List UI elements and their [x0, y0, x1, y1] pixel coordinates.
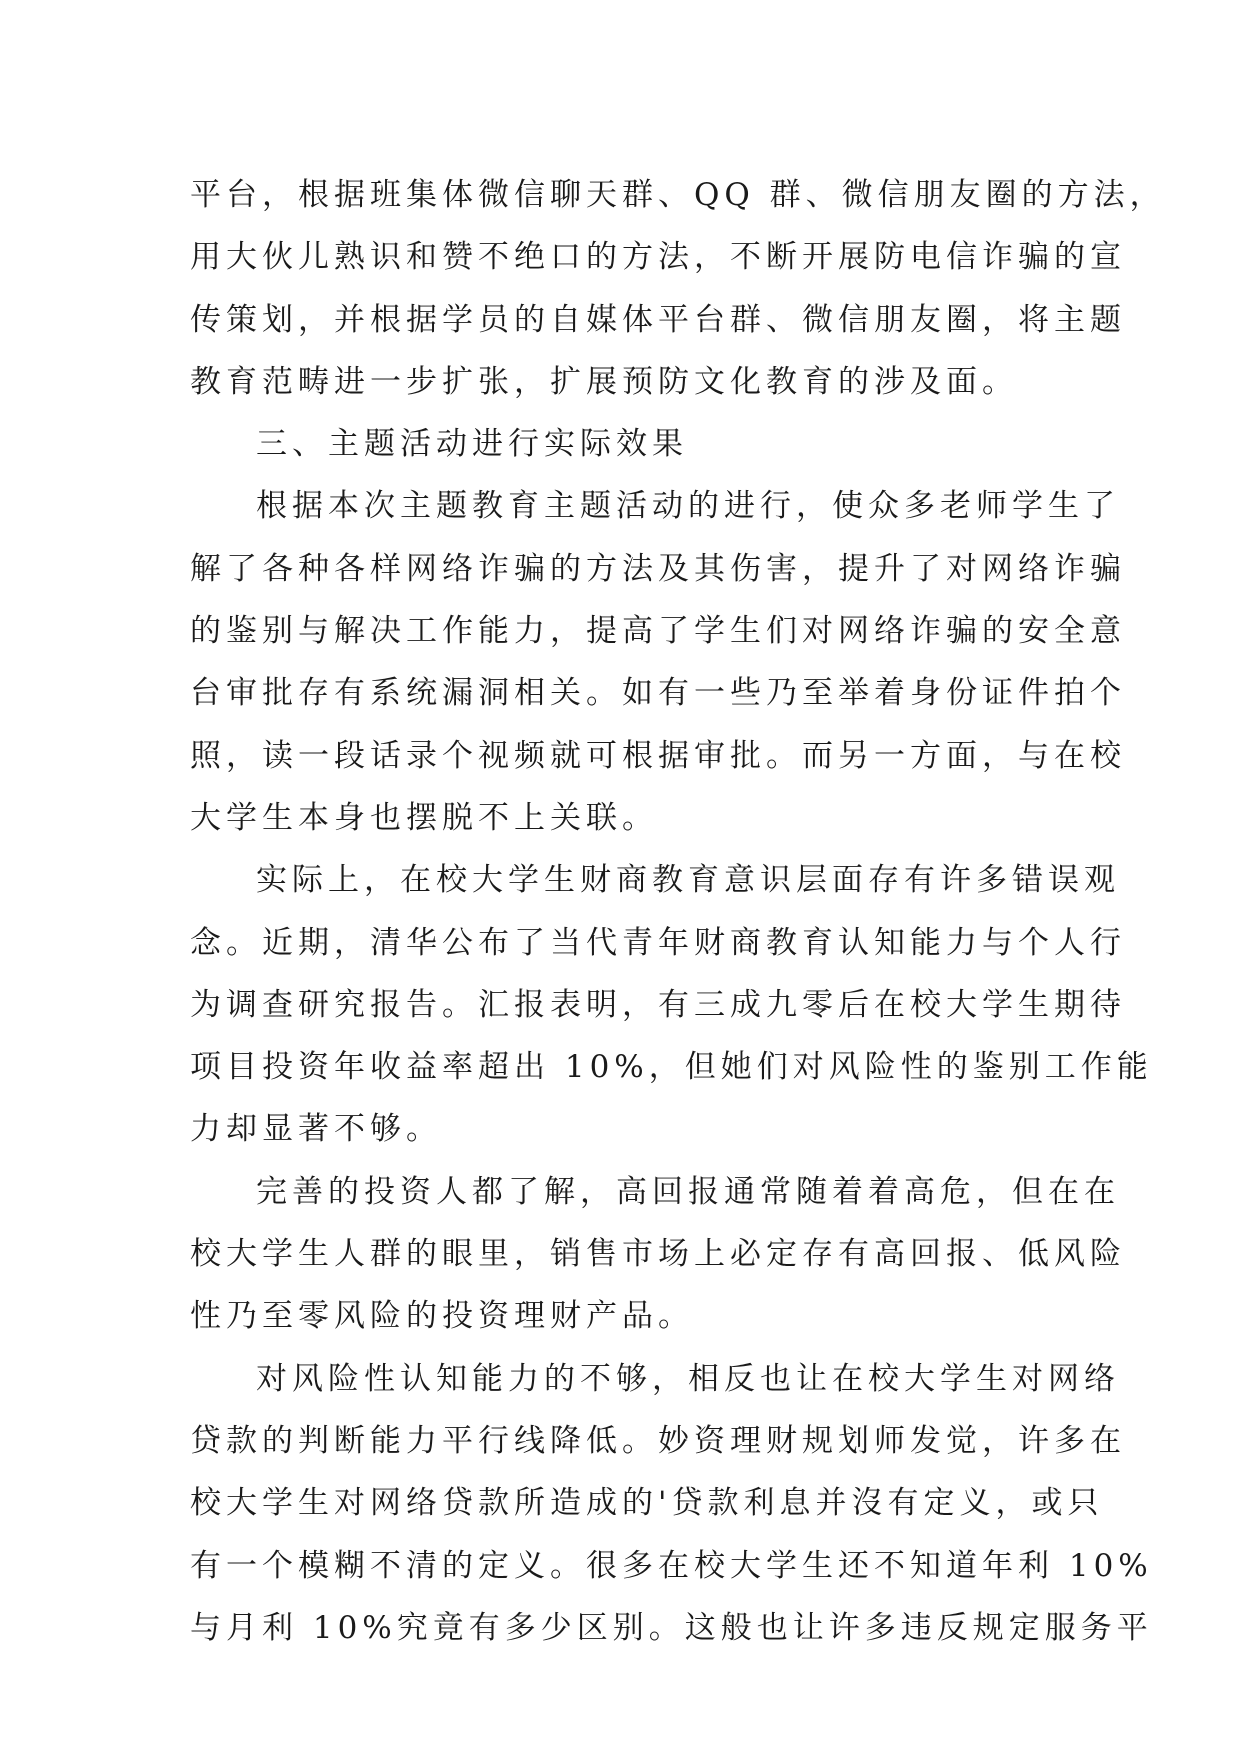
- text-line: 用大伙儿熟识和赞不绝口的方法，不断开展防电信诈骗的宣: [190, 239, 1126, 276]
- text-line: 传策划，并根据学员的自媒体平台群、微信朋友圈，将主题: [190, 301, 1126, 338]
- text-line: 贷款的判断能力平行线降低。妙资理财规划师发觉，许多在: [190, 1422, 1126, 1459]
- text-line: 解了各种各样网络诈骗的方法及其伤害，提升了对网络诈骗: [190, 550, 1126, 587]
- text-line: 教育范畴进一步扩张，扩展预防文化教育的涉及面。: [190, 363, 1018, 400]
- text-line: 实际上，在校大学生财商教育意识层面存有许多错误观: [256, 862, 1120, 899]
- text-line: 性乃至零风险的投资理财产品。: [190, 1298, 694, 1335]
- text-line: 对风险性认知能力的不够，相反也让在校大学生对网络: [256, 1360, 1120, 1397]
- text-line: 完善的投资人都了解，高回报通常随着着高危，但在在: [256, 1173, 1120, 1210]
- text-line: 与月利 10%究竟有多少区别。这般也让许多违反规定服务平: [190, 1609, 1153, 1646]
- text-line: 根据本次主题教育主题活动的进行，使众多老师学生了: [256, 488, 1120, 525]
- text-line: 照，读一段话录个视频就可根据审批。而另一方面，与在校: [190, 737, 1126, 774]
- text-line: 平台，根据班集体微信聊天群、QQ 群、微信朋友圈的方法，: [190, 177, 1166, 213]
- text-line: 项目投资年收益率超出 10%，但她们对风险性的鉴别工作能: [190, 1049, 1153, 1086]
- text-line: 为调查研究报告。汇报表明，有三成九零后在校大学生期待: [190, 986, 1126, 1023]
- text-line: 念。近期，清华公布了当代青年财商教育认知能力与个人行: [190, 924, 1126, 961]
- text-line: 大学生本身也摆脱不上关联。: [190, 799, 658, 836]
- section-heading: 三、主题活动进行实际效果: [256, 426, 688, 463]
- text-line: 有一个模糊不清的定义。很多在校大学生还不知道年利 10%: [190, 1547, 1153, 1584]
- text-line: 力却显著不够。: [190, 1111, 442, 1148]
- body-text: [190, 164, 1166, 1659]
- text-line: 台审批存有系统漏洞相关。如有一些乃至举着身份证件拍个: [190, 675, 1126, 712]
- text-line: 的鉴别与解决工作能力，提高了学生们对网络诈骗的安全意: [190, 613, 1126, 650]
- text-line: 校大学生人群的眼里，销售市场上必定存有高回报、低风险: [190, 1236, 1126, 1273]
- text-line: 校大学生对网络贷款所造成的'贷款利息并沒有定义，或只: [190, 1485, 1104, 1522]
